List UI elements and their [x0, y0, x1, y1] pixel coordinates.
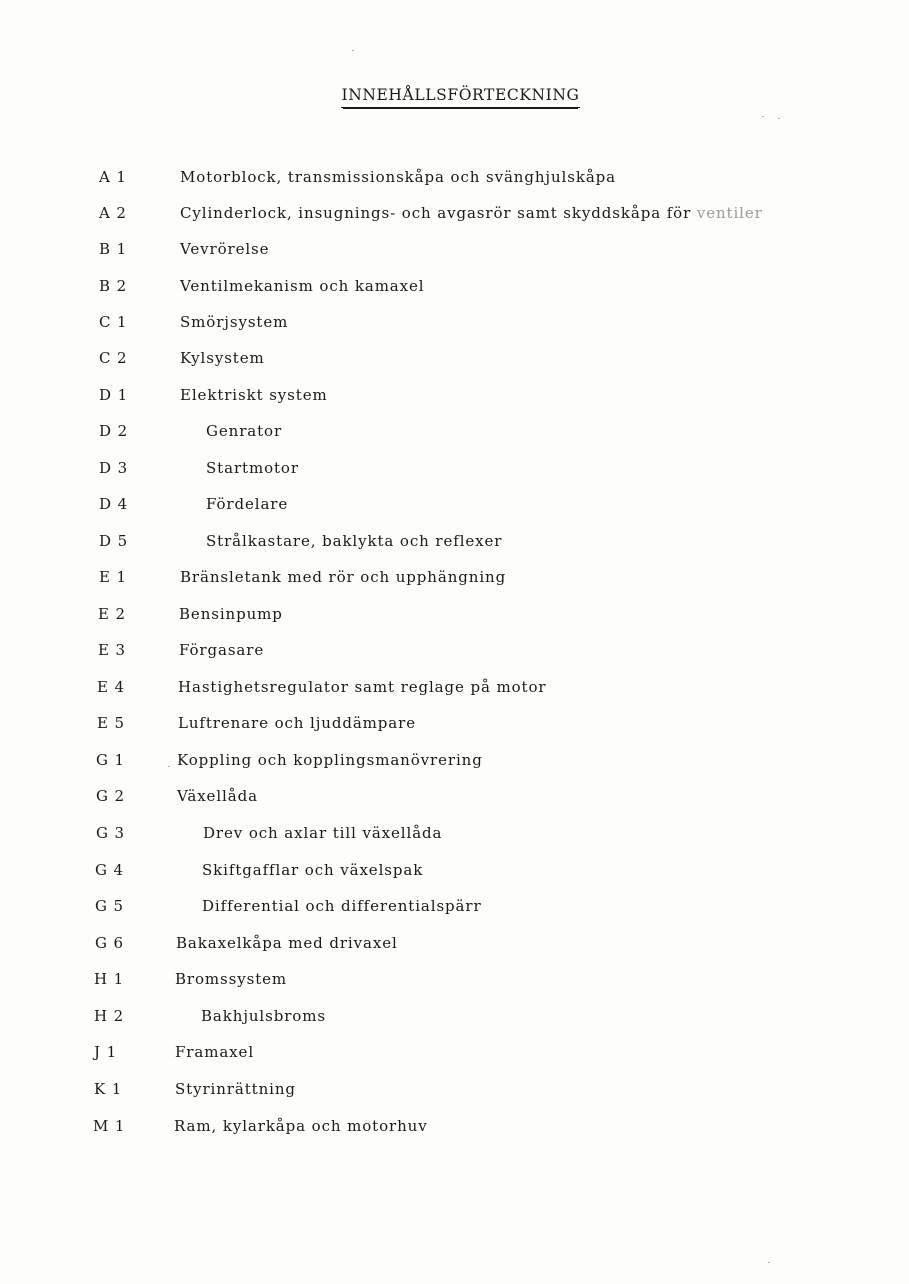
toc-code: M 1 [93, 1117, 126, 1135]
toc-label: Startmotor [206, 459, 299, 477]
toc-label-faded: ventiler [691, 204, 763, 222]
toc-label: Vevrörelse [180, 240, 270, 258]
scan-speck [768, 1262, 770, 1263]
toc-code: A 2 [99, 204, 127, 222]
toc-label: Växellåda [177, 787, 258, 805]
toc-label: Motorblock, transmissionskåpa och svänghjulskåpa [180, 168, 617, 186]
toc-code: A 1 [99, 168, 127, 186]
toc-code: E 5 [97, 714, 125, 732]
toc-label: Ventilmekanism och kamaxel [180, 277, 425, 295]
page-title [0, 86, 909, 108]
toc-label: Drev och axlar till växellåda [203, 824, 443, 842]
toc-code: G 1 [96, 751, 125, 769]
toc-code: E 2 [98, 605, 126, 623]
toc-code: C 2 [99, 349, 128, 367]
toc-label: Förgasare [179, 641, 265, 659]
toc-label: Strålkastare, baklykta och reflexer [206, 532, 503, 550]
toc-code: K 1 [94, 1080, 123, 1098]
toc-label: Styrinrättning [175, 1080, 296, 1098]
toc-code: D 3 [99, 459, 129, 477]
toc-code: D 2 [99, 422, 129, 440]
toc-code: B 1 [99, 240, 128, 258]
toc-code: G 2 [96, 787, 125, 805]
toc-label: Ram, kylarkåpa och motorhuv [174, 1117, 428, 1135]
toc-code: G 4 [95, 861, 124, 879]
toc-label: Differential och differentialspärr [202, 897, 482, 915]
toc-label: Luftrenare och ljuddämpare [178, 714, 416, 732]
toc-code: C 1 [99, 313, 128, 331]
toc-label: Elektriskt system [180, 386, 328, 404]
toc-label: Fördelare [206, 495, 289, 513]
toc-code: G 6 [95, 934, 124, 952]
toc-label [180, 204, 763, 222]
toc-label: Bakaxelkåpa med drivaxel [176, 934, 398, 952]
page-title-text: INNEHÅLLSFÖRTECKNING [341, 86, 579, 108]
scan-speck [352, 50, 354, 51]
toc-code: E 4 [97, 678, 125, 696]
toc-label: Bakhjulsbroms [201, 1007, 326, 1025]
toc-code: D 5 [99, 532, 129, 550]
toc-label: Bränsletank med rör och upphängning [180, 568, 507, 586]
toc-label: Genrator [206, 422, 283, 440]
toc-code: D 1 [99, 386, 129, 404]
toc-label: Framaxel [175, 1043, 255, 1061]
toc-label: Hastighetsregulator samt reglage på motor [178, 678, 547, 696]
scan-speck [168, 766, 170, 767]
toc-label: Kylsystem [180, 349, 265, 367]
toc-code: E 1 [99, 568, 127, 586]
toc-code: H 1 [94, 970, 125, 988]
toc-label: Smörjsystem [180, 313, 289, 331]
toc-label: Bromssystem [175, 970, 288, 988]
toc-code: G 5 [95, 897, 124, 915]
toc-label-main: Cylinderlock, insugnings- och avgasrör samt skyddskåpa för [180, 204, 692, 222]
scan-speck [762, 116, 764, 117]
toc-code: E 3 [98, 641, 126, 659]
toc-code: B 2 [99, 277, 128, 295]
toc-label: Skiftgafflar och växelspak [202, 861, 424, 879]
toc-label: Koppling och kopplingsmanövrering [177, 751, 483, 769]
toc-code: H 2 [94, 1007, 125, 1025]
toc-code: G 3 [96, 824, 125, 842]
toc-code: J 1 [94, 1043, 118, 1061]
toc-code: D 4 [99, 495, 129, 513]
toc-label: Bensinpump [179, 605, 283, 623]
scan-speck [778, 118, 780, 119]
